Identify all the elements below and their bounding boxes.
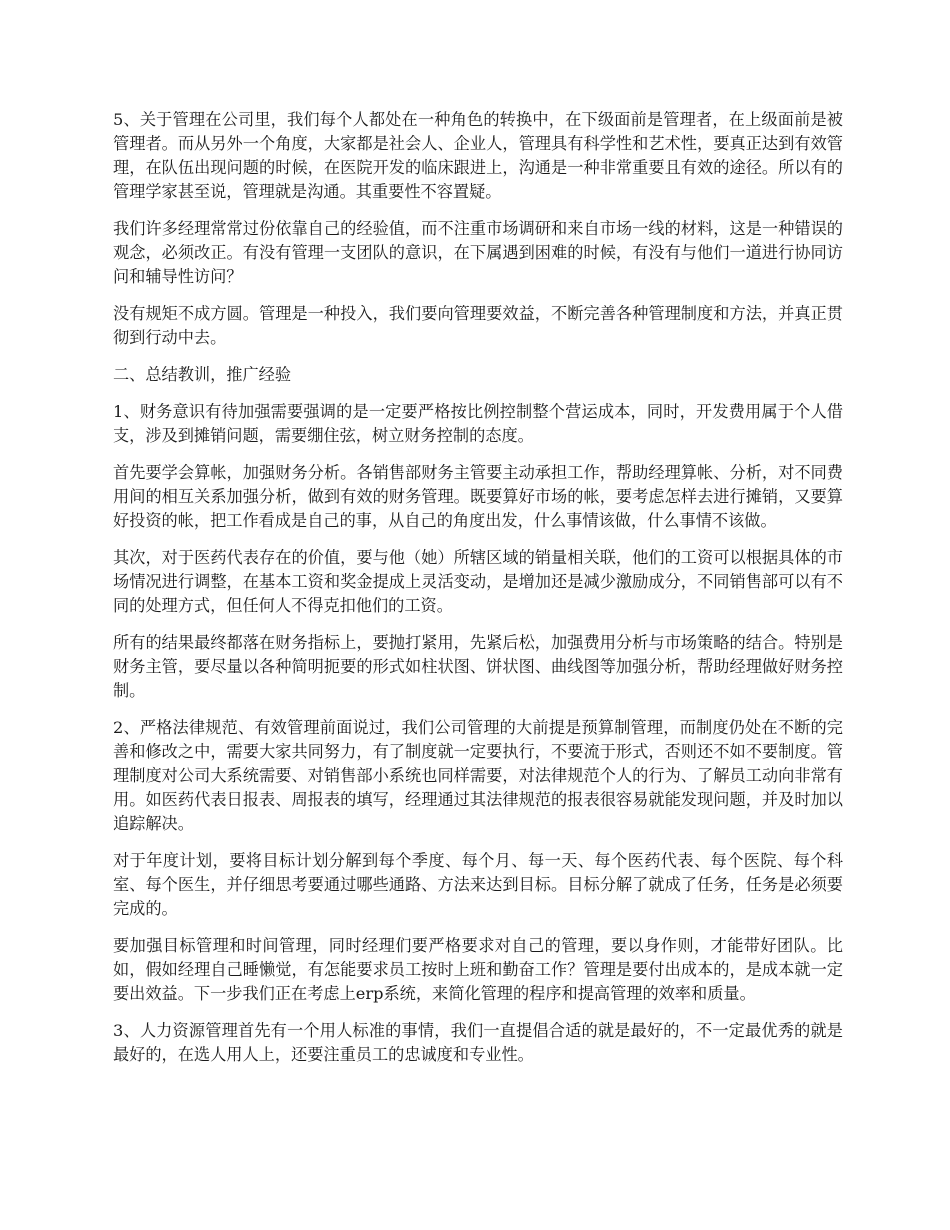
paragraph-financial-awareness: 1、财务意识有待加强需要强调的是一定要严格按比例控制整个营运成本，同时，开发费用属于个人借支，涉及到摊销问题，需要绷住弦，树立财务控制的态度。 (113, 402, 843, 445)
paragraph-manager-experience: 我们许多经理常常过份依靠自己的经验值，而不注重市场调研和来自市场一线的材料，这是一种错误的观念，必须改正。有没有管理一支团队的意识，在下属遇到困难的时候，有没有与他们一道进行协同访问和辅导性访问？ (113, 219, 843, 286)
section-heading-lessons: 二、总结教训，推广经验 (113, 365, 292, 384)
paragraph-goal-time-management: 要加强目标管理和时间管理，同时经理们要严格要求对自己的管理，要以身作则，才能带好团队。比如，假如经理自己睡懒觉，有怎能要求员工按时上班和勤奋工作？管理是要付出成本的，是成本就一定要出效益。下一步我们正在考虑上erp系统，来简化管理的程序和提高管理的效率和质量。 (113, 936, 843, 1003)
paragraph-annual-plan: 对于年度计划，要将目标计划分解到每个季度、每个月、每一天、每个医药代表、每个医院、每个科室、每个医生，并仔细思考要通过哪些通路、方法来达到目标。目标分解了就成了任务，任务是必须要完成的。 (113, 851, 843, 918)
paragraph-financial-indicators: 所有的结果最终都落在财务指标上，要抛打紧用，先紧后松，加强费用分析与市场策略的结合。特别是财务主管，要尽量以各种简明扼要的形式如柱状图、饼状图、曲线图等加强分析，帮助经理做好财务控制。 (113, 633, 843, 700)
paragraph-human-resources: 3、人力资源管理首先有一个用人标准的事情，我们一直提倡合适的就是最好的，不一定最优秀的就是最好的，在选人用人上，还要注重员工的忠诚度和专业性。 (113, 1021, 843, 1064)
paragraph-medical-rep-value: 其次，对于医药代表存在的价值，要与他（她）所辖区域的销量相关联，他们的工资可以根据具体的市场情况进行调整，在基本工资和奖金提成上灵活变动，是增加还是减少激励成分，不同销售部可以有不同的处理方式，但任何人不得克扣他们的工资。 (113, 548, 843, 615)
paragraph-rules-and-systems: 没有规矩不成方圆。管理是一种投入，我们要向管理要效益，不断完善各种管理制度和方法，并真正贯彻到行动中去。 (113, 304, 843, 347)
paragraph-financial-analysis: 首先要学会算帐，加强财务分析。各销售部财务主管要主动承担工作，帮助经理算帐、分析，对不同费用间的相互关系加强分析，做到有效的财务管理。既要算好市场的帐，要考虑怎样去进行摊销，又要算好投资的帐，把工作看成是自己的事，从自己的角度出发，什么事情该做，什么事情不该做。 (113, 463, 843, 530)
paragraph-management-communication: 5、关于管理在公司里，我们每个人都处在一种角色的转换中，在下级面前是管理者，在上级面前是被管理者。而从另外一个角度，大家都是社会人、企业人，管理具有科学性和艺术性，要真正达到有效管理，在队伍出现问题的时候，在医院开发的临床跟进上，沟通是一种非常重要且有效的途径。所以有的管理学家甚至说，管理就是沟通。其重要性不容置疑。 (113, 110, 843, 201)
document-page (113, 108, 843, 1080)
paragraph-legal-norms: 2、严格法律规范、有效管理前面说过，我们公司管理的大前提是预算制管理，而制度仍处在不断的完善和修改之中，需要大家共同努力，有了制度就一定要执行，不要流于形式，否则还不如不要制度。管理制度对公司大系统需要、对销售部小系统也同样需要，对法律规范个人的行为、了解员工动向非常有用。如医药代表日报表、周报表的填写，经理通过其法律规范的报表很容易就能发现问题，并及时加以追踪解决。 (113, 718, 843, 833)
